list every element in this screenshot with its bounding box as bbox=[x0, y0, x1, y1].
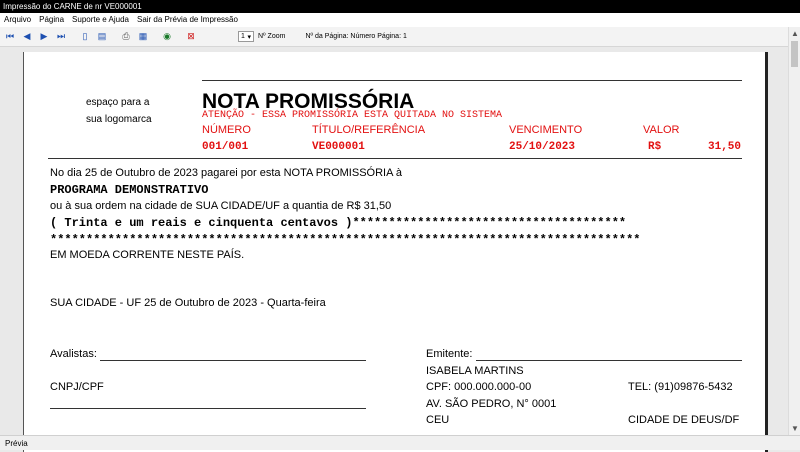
print-icon[interactable]: ⎙ bbox=[122, 31, 130, 41]
zoom-select[interactable] bbox=[238, 31, 254, 42]
menu-pagina[interactable]: Página bbox=[39, 15, 65, 24]
scroll-thumb[interactable] bbox=[791, 41, 798, 67]
cnpj-signature-line bbox=[50, 408, 366, 409]
first-page-icon[interactable]: ⏮ bbox=[5, 31, 15, 41]
export-icon[interactable]: ◉ bbox=[163, 31, 171, 41]
menu-arquivo[interactable]: Arquivo bbox=[4, 15, 32, 24]
menu-sair[interactable]: Sair da Prévia de Impressão bbox=[136, 15, 238, 24]
multi-page-icon[interactable]: ▤ bbox=[97, 31, 107, 41]
chevron-down-icon: ▾ bbox=[247, 33, 251, 41]
avalistas-label: Avalistas: bbox=[50, 348, 97, 360]
val-vencimento: 25/10/2023 bbox=[509, 141, 576, 153]
document-heading: NOTA PROMISSÓRIA bbox=[202, 90, 415, 113]
header-rule bbox=[202, 80, 742, 81]
logo-placeholder-line2: sua logomarca bbox=[86, 114, 152, 125]
status-bar: Prévia bbox=[0, 435, 800, 450]
menu-suporte[interactable]: Suporte e Ajuda bbox=[72, 15, 129, 24]
currency-line: EM MOEDA CORRENTE NESTE PAÍS. bbox=[50, 249, 245, 261]
cnpj-label: CNPJ/CPF bbox=[50, 381, 104, 393]
vertical-scrollbar[interactable] bbox=[788, 27, 800, 435]
emitente-cep: CEU bbox=[426, 414, 450, 426]
emitente-label: Emitente: bbox=[426, 348, 473, 360]
emitente-cpf: CPF: 000.000.000-00 bbox=[426, 381, 532, 393]
avalistas-signature-line bbox=[100, 360, 366, 361]
val-moeda: R$ bbox=[648, 141, 662, 153]
paid-warning: ATENÇÃO - ESSA PROMISSÓRIA ESTA QUITADA NO SISTEMA bbox=[202, 110, 503, 121]
logo-placeholder-line1: espaço para a bbox=[86, 97, 150, 108]
emitente-address: AV. SÃO PEDRO, N° 0001 bbox=[426, 398, 557, 410]
scroll-down-icon[interactable]: ▼ bbox=[791, 424, 799, 433]
emitente-signature-line bbox=[476, 360, 742, 361]
section-rule bbox=[48, 158, 742, 159]
asterisk-fill-line: ********************************************************************************** bbox=[50, 233, 641, 247]
calendar-icon[interactable]: ▦ bbox=[138, 31, 148, 41]
prev-page-icon[interactable]: ◀ bbox=[23, 31, 31, 41]
last-page-icon[interactable]: ⏭ bbox=[56, 31, 66, 41]
next-page-icon[interactable]: ▶ bbox=[40, 31, 48, 41]
zoom-label: Nº Zoom bbox=[258, 33, 286, 40]
emitente-name: ISABELA MARTINS bbox=[426, 365, 524, 377]
emitente-phone: TEL: (91)09876-5432 bbox=[628, 381, 733, 393]
col-vencimento: VENCIMENTO bbox=[509, 124, 583, 136]
val-numero: 001/001 bbox=[202, 141, 249, 153]
creditor-name: PROGRAMA DEMONSTRATIVO bbox=[50, 183, 209, 197]
menu-bar bbox=[0, 13, 800, 27]
close-preview-icon[interactable]: ⊠ bbox=[187, 31, 195, 41]
scroll-up-icon[interactable]: ▲ bbox=[791, 29, 799, 38]
page-label: Nº da Página: Número Página: 1 bbox=[305, 33, 407, 40]
payment-place-line: ou à sua ordem na cidade de SUA CIDADE/UF a quantia de R$ 31,50 bbox=[50, 200, 392, 212]
promise-line: No dia 25 de Outubro de 2023 pagarei por esta NOTA PROMISSÓRIA à bbox=[50, 167, 402, 179]
amount-in-words: ( Trinta e um reais e cinquenta centavos )************************************** bbox=[50, 216, 627, 230]
single-page-icon[interactable]: ▯ bbox=[82, 31, 88, 41]
emitente-city: CIDADE DE DEUS/DF bbox=[628, 414, 740, 426]
zoom-value: 1 bbox=[241, 33, 245, 40]
toolbar bbox=[0, 27, 800, 47]
document-page bbox=[23, 52, 768, 452]
col-valor: VALOR bbox=[643, 124, 680, 136]
val-valor: 31,50 bbox=[708, 141, 742, 153]
place-date-line: SUA CIDADE - UF 25 de Outubro de 2023 - Quarta-feira bbox=[50, 297, 326, 309]
val-titulo: VE000001 bbox=[312, 141, 365, 153]
window-title: Impressão do CARNE de nr VE000001 bbox=[0, 0, 800, 13]
col-titulo: TÍTULO/REFERÊNCIA bbox=[312, 124, 426, 136]
col-numero: NÚMERO bbox=[202, 124, 251, 136]
